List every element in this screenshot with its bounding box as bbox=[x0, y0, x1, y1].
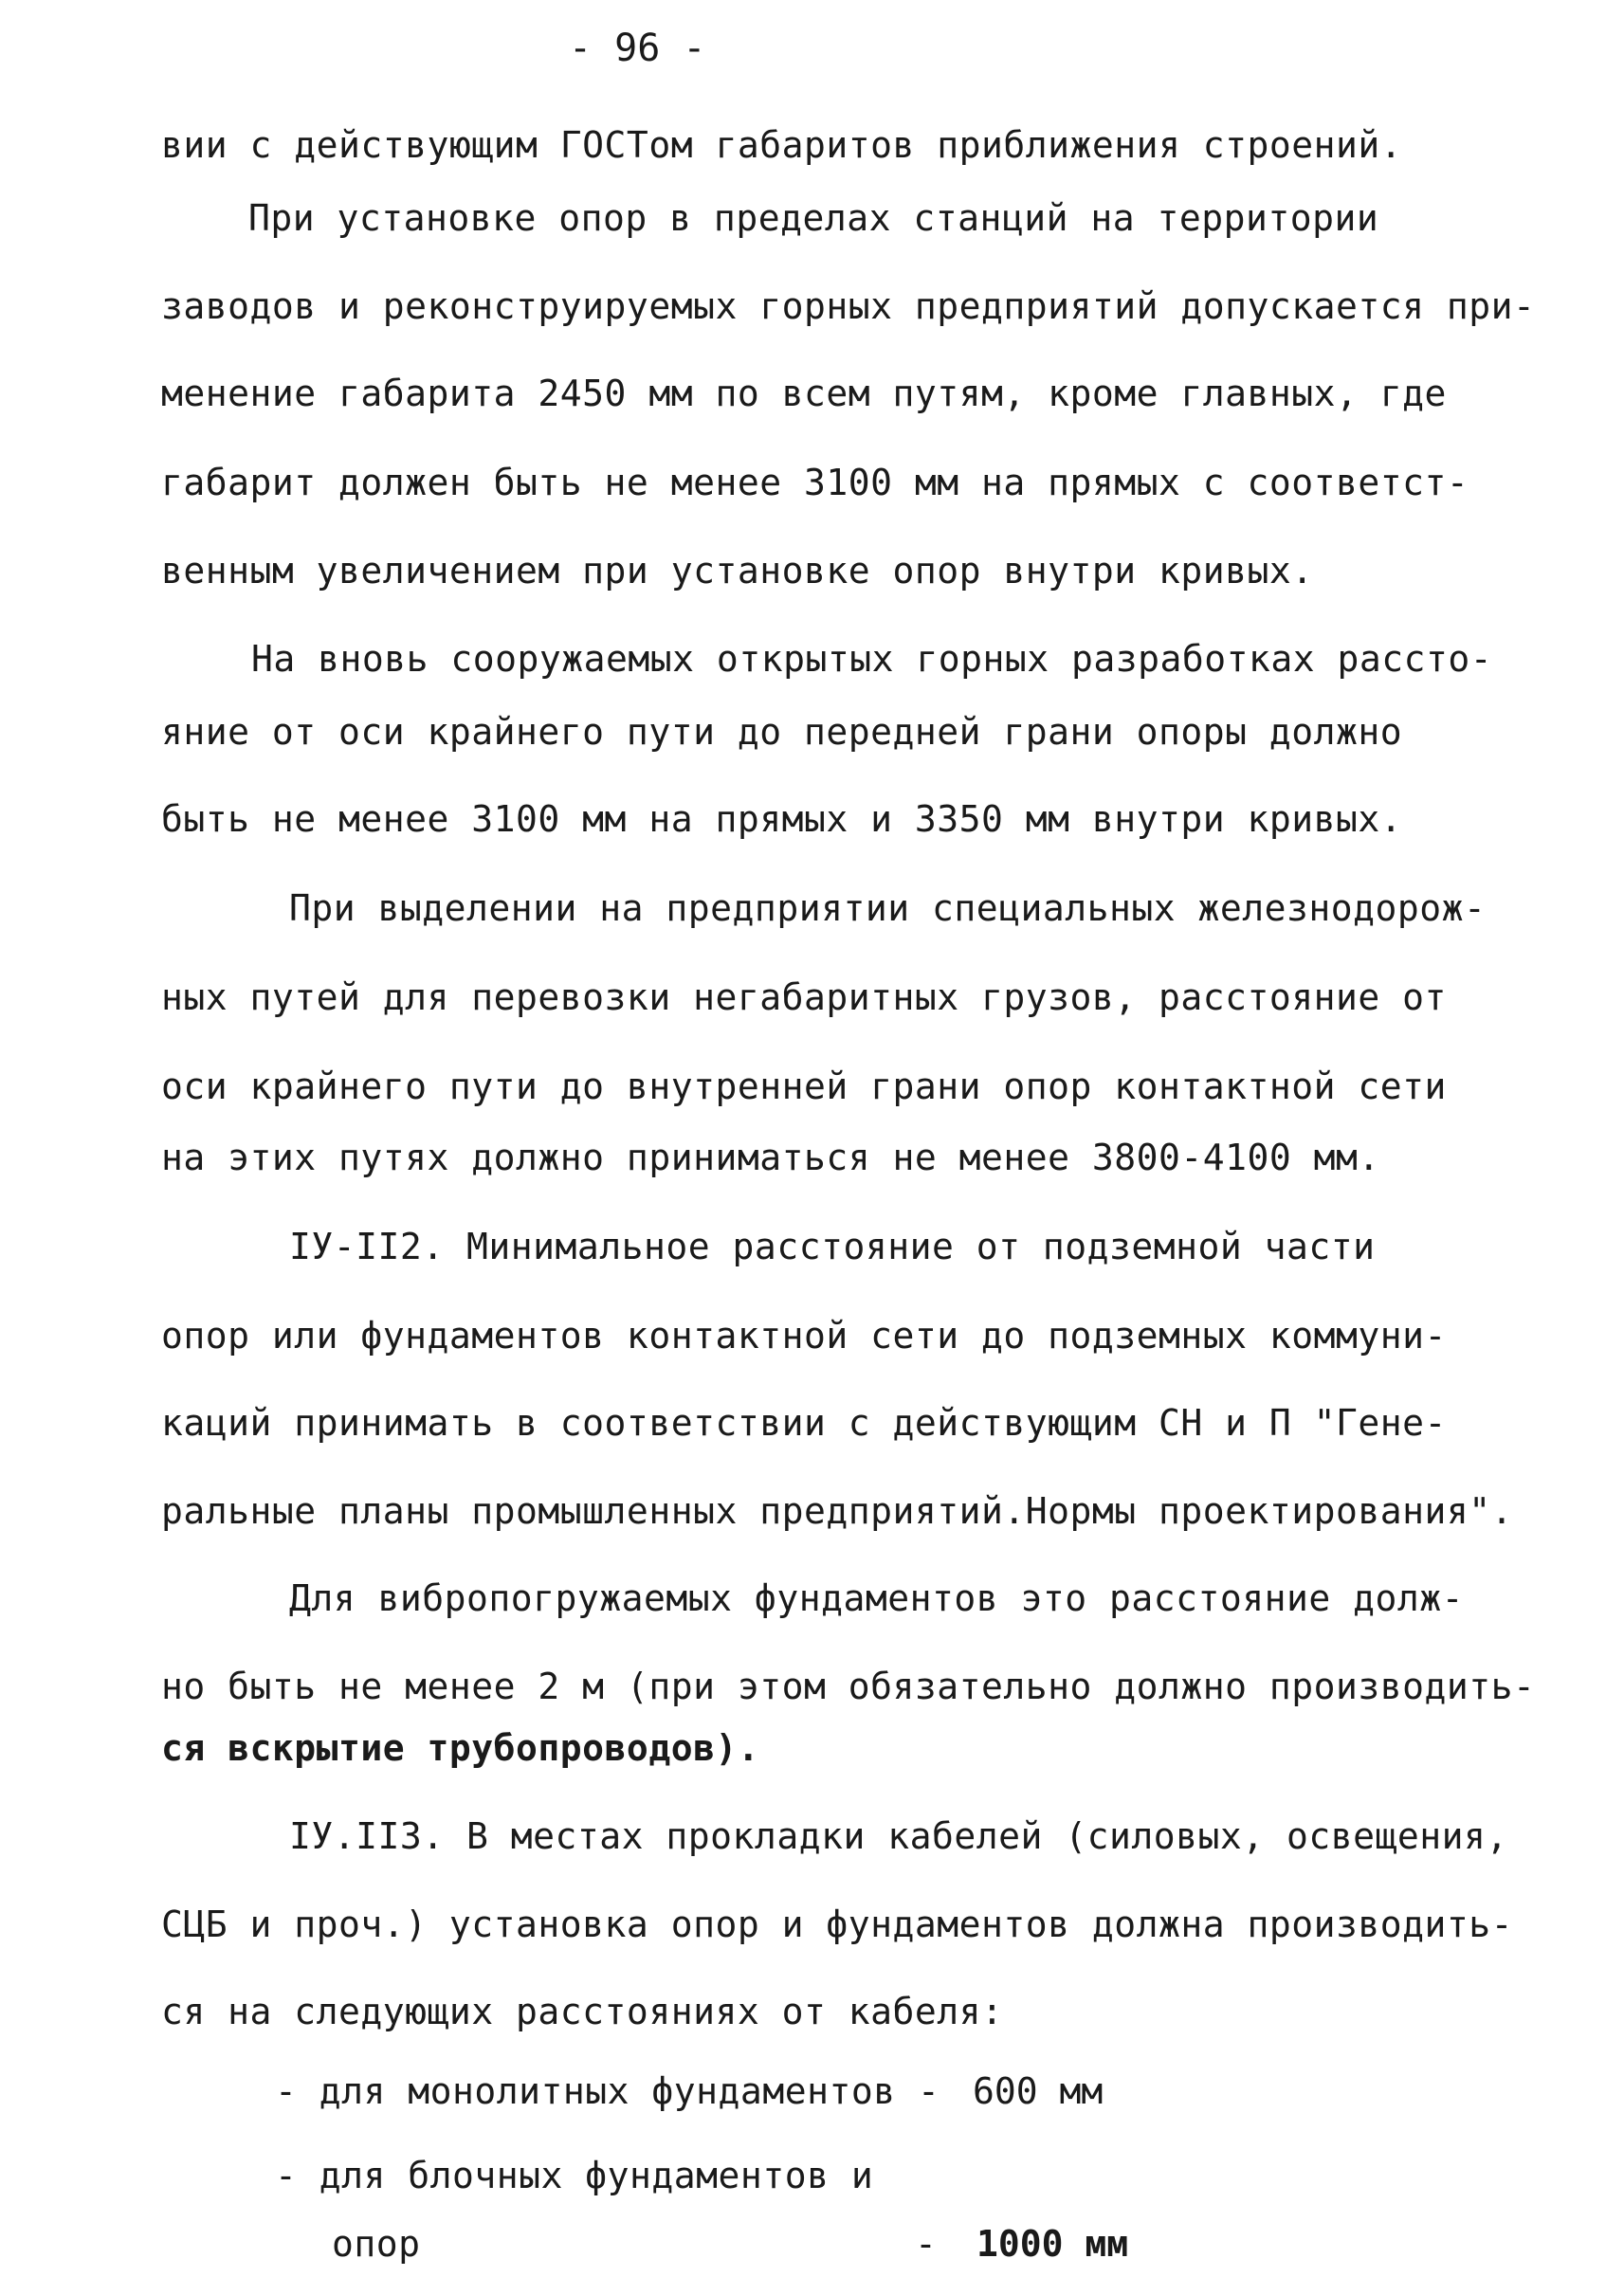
text-line: быть не менее 3100 мм на прямых и 3350 мм внутри кривых. bbox=[161, 798, 1403, 840]
text-line: При установке опор в пределах станций на территории bbox=[248, 197, 1379, 239]
text-line: Для вибропогружаемых фундаментов это расстояние долж- bbox=[289, 1577, 1465, 1619]
text-line: на этих путях должно приниматься не менее 3800-4100 мм. bbox=[161, 1137, 1380, 1178]
text-line: СЦБ и проч.) установка опор и фундаментов должна производить- bbox=[161, 1903, 1514, 1945]
text-line: вии с действующим ГОСТом габаритов приближения строений. bbox=[161, 124, 1403, 166]
text-line: каций принимать в соответствии с действующим СН и П "Гене- bbox=[161, 1402, 1447, 1444]
list-item-label-continuation: опор bbox=[332, 2223, 421, 2265]
list-item-label: - для блочных фундаментов и bbox=[275, 2155, 874, 2196]
text-line: оси крайнего пути до внутренней грани опор контактной сети bbox=[161, 1066, 1447, 1107]
text-line: яние от оси крайнего пути до передней грани опоры должно bbox=[161, 711, 1403, 753]
text-line: опор или фундаментов контактной сети до подземных коммуни- bbox=[161, 1315, 1447, 1357]
text-line: ся на следующих расстояниях от кабеля: bbox=[161, 1991, 1004, 2032]
text-line: IУ.II3. В местах прокладки кабелей (силовых, освещения, bbox=[289, 1815, 1508, 1857]
text-line: ся вскрытие трубопроводов). bbox=[161, 1727, 760, 1769]
text-line: менение габарита 2450 мм по всем путям, кроме главных, где bbox=[161, 373, 1447, 414]
text-line: но быть не менее 2 м (при этом обязательно должно производить- bbox=[161, 1666, 1536, 1707]
list-item-value: 1000 мм bbox=[976, 2223, 1129, 2265]
list-item-dash: - bbox=[915, 2223, 937, 2265]
list-item-value: 600 мм bbox=[973, 2070, 1104, 2112]
text-line: венным увеличением при установке опор внутри кривых. bbox=[161, 550, 1314, 592]
text-line: ных путей для перевозки негабаритных грузов, расстояние от bbox=[161, 976, 1447, 1018]
text-line: ральные планы промышленных предприятий.Нормы проектирования". bbox=[161, 1490, 1514, 1532]
text-line: габарит должен быть не менее 3100 мм на прямых с соответст- bbox=[161, 462, 1469, 503]
text-line: При выделении на предприятии специальных железнодорож- bbox=[289, 887, 1487, 929]
text-line: заводов и реконструируемых горных предприятий допускается при- bbox=[161, 285, 1536, 327]
text-line: На вновь сооружаемых открытых горных разработках рассто- bbox=[251, 638, 1493, 680]
text-line: IУ-II2. Минимальное расстояние от подземной части bbox=[289, 1226, 1376, 1267]
list-item-label: - для монолитных фундаментов - bbox=[275, 2070, 940, 2112]
page-number: - 96 - bbox=[569, 27, 706, 70]
